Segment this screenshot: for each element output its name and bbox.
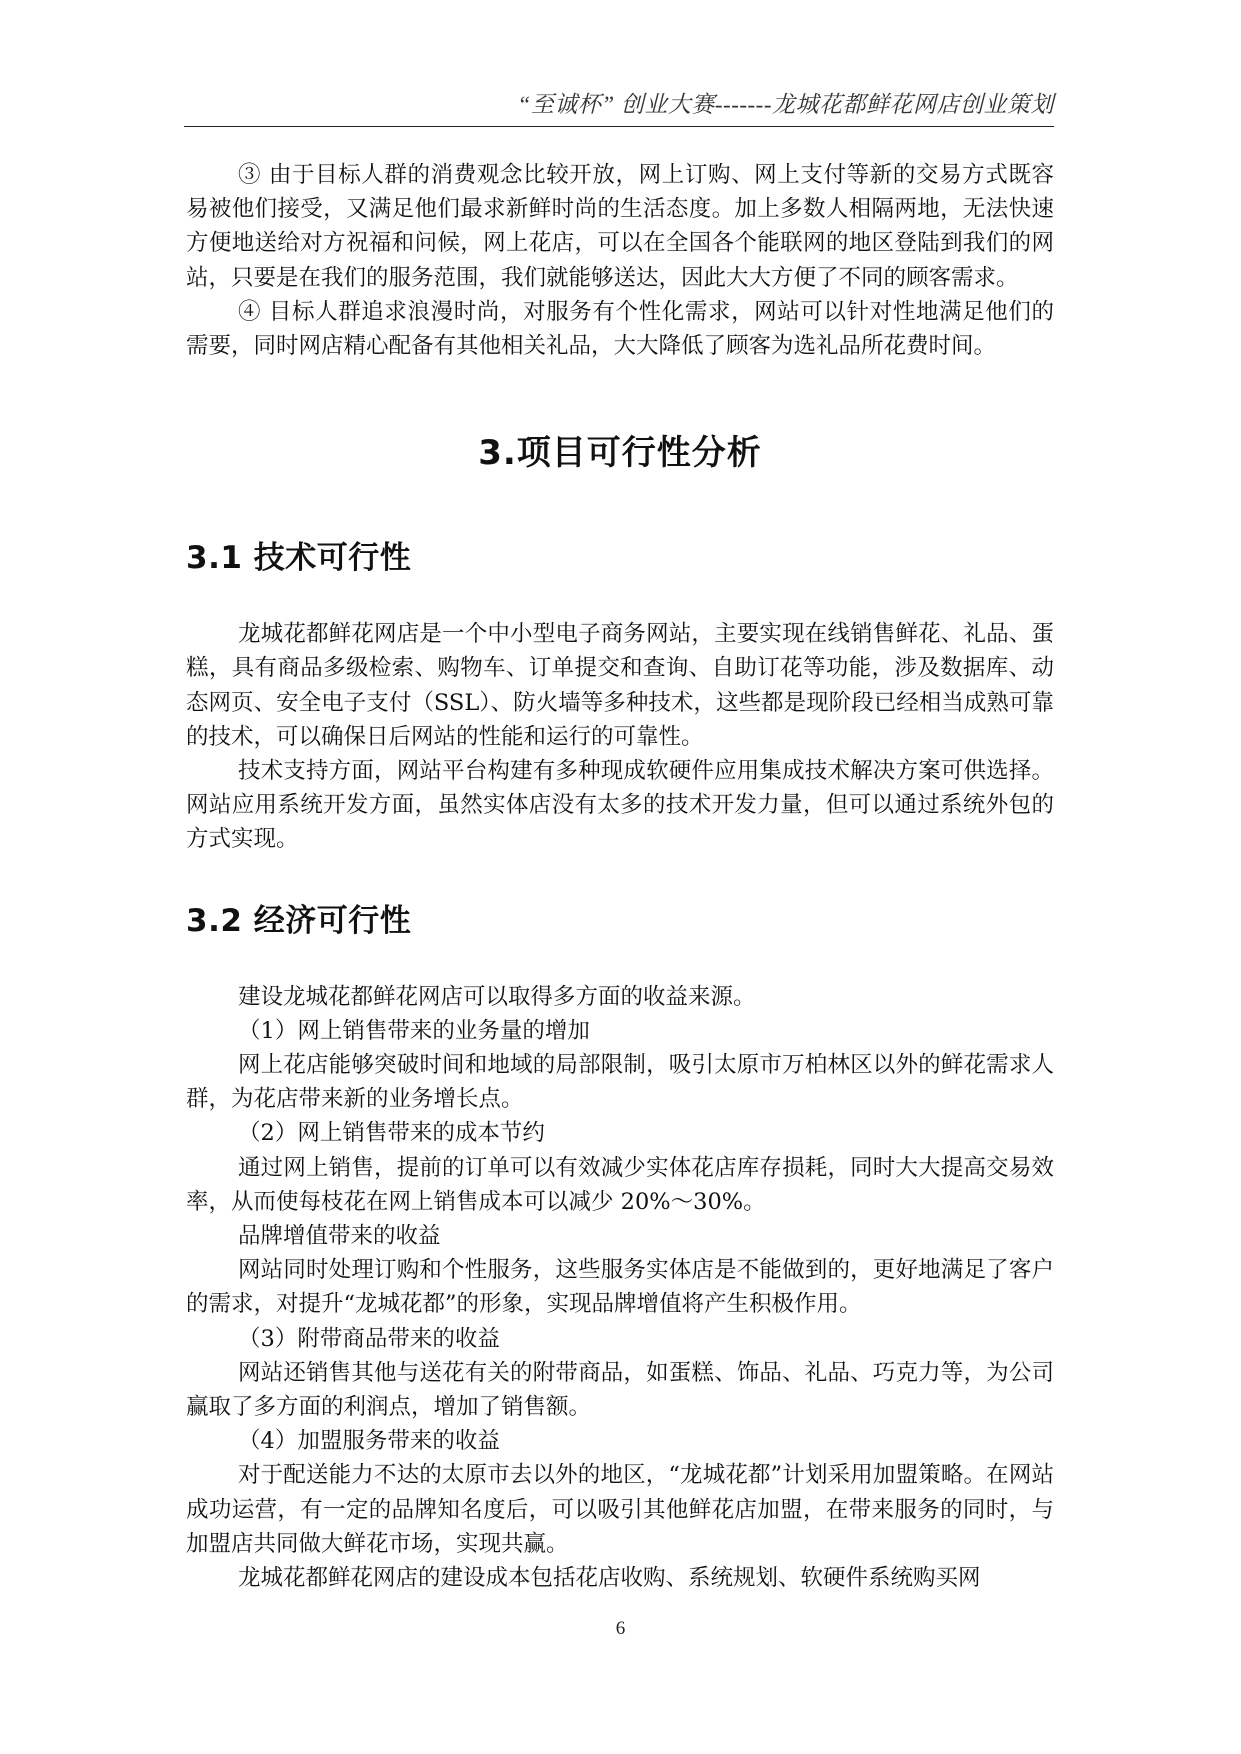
item-1-text: 网上花店能够突破时间和地域的局部限制，吸引太原市万柏林区以外的鲜花需求人群，为花店带来新的业务增长点。 [186, 1052, 1054, 1113]
paragraph-economic-intro: 建设龙城花都鲜花网店可以取得多方面的收益来源。 [238, 983, 756, 1010]
paragraph-technical-2: 技术支持方面，网站平台构建有多种现成软硬件应用集成技术解决方案可供选择。网站应用系统开发方面，虽然实体店没有太多的技术开发力量，但可以通过系统外包的方式实现。 [186, 758, 1054, 853]
section-heading-3-1: 3.1 技术可行性 [186, 540, 412, 577]
paragraph-point-3: ③ 由于目标人群的消费观念比较开放，网上订购、网上支付等新的交易方式既容易被他们接受，又满足他们最求新鲜时尚的生活态度。加上多数人相隔两地，无法快速方便地送给对方祝福和问候，网上花店，可以在全国各个能联网的地区登陆到我们的网站，只要是在我们的服务范围，我们就能够送达，因此大大方便了不同的顾客需求。 [186, 162, 1054, 291]
page-number: 6 [615, 1618, 626, 1639]
item-3-title: （3）附带商品带来的收益 [238, 1325, 500, 1352]
brand-title: 品牌增值带来的收益 [238, 1223, 441, 1250]
item-4-title: （4）加盟服务带来的收益 [238, 1428, 500, 1455]
chapter-title: 3.项目可行性分析 [478, 433, 762, 474]
cost-text: 龙城花都鲜花网店的建设成本包括花店收购、系统规划、软硬件系统购买网 [238, 1565, 981, 1592]
section-heading-3-2: 3.2 经济可行性 [186, 902, 412, 939]
item-2-title: （2）网上销售带来的成本节约 [238, 1120, 545, 1147]
item-3-text: 网站还销售其他与送花有关的附带商品，如蛋糕、饰品、礼品、巧克力等，为公司赢取了多方面的利润点，增加了销售额。 [186, 1359, 1054, 1421]
header-rule [184, 126, 1054, 127]
page-body [186, 158, 1054, 1595]
item-4-text: 对于配送能力不达的太原市去以外的地区，“龙城花都”计划采用加盟策略。在网站成功运营，有一定的品牌知名度后，可以吸引其他鲜花店加盟，在带来服务的同时，与加盟店共同做大鲜花市场，实现共赢。 [186, 1462, 1054, 1557]
paragraph-technical-1: 龙城花都鲜花网店是一个中小型电子商务网站，主要实现在线销售鲜花、礼品、蛋糕，具有商品多级检索、购物车、订单提交和查询、自助订花等功能，涉及数据库、动态网页、安全电子支付（SSL）、防火墙等多种技术，这些都是现阶段已经相当成熟可靠的技术，可以确保日后网站的性能和运行的可靠性。 [186, 621, 1054, 750]
item-1-title: （1）网上销售带来的业务量的增加 [238, 1017, 590, 1044]
running-header: “至诚杯” 创业大赛-------龙城花都鲜花网店创业策划 [517, 92, 1054, 117]
item-2-text: 通过网上销售，提前的订单可以有效减少实体花店库存损耗，同时大大提高交易效率，从而使每枝花在网上销售成本可以减少 20%～30%。 [186, 1154, 1054, 1215]
paragraph-point-4: ④ 目标人群追求浪漫时尚，对服务有个性化需求，网站可以针对性地满足他们的需要，同时网店精心配备有其他相关礼品，大大降低了顾客为选礼品所花费时间。 [186, 298, 1054, 360]
brand-text: 网站同时处理订购和个性服务，这些服务实体店是不能做到的，更好地满足了客户的需求，对提升“龙城花都”的形象，实现品牌增值将产生积极作用。 [186, 1257, 1054, 1318]
